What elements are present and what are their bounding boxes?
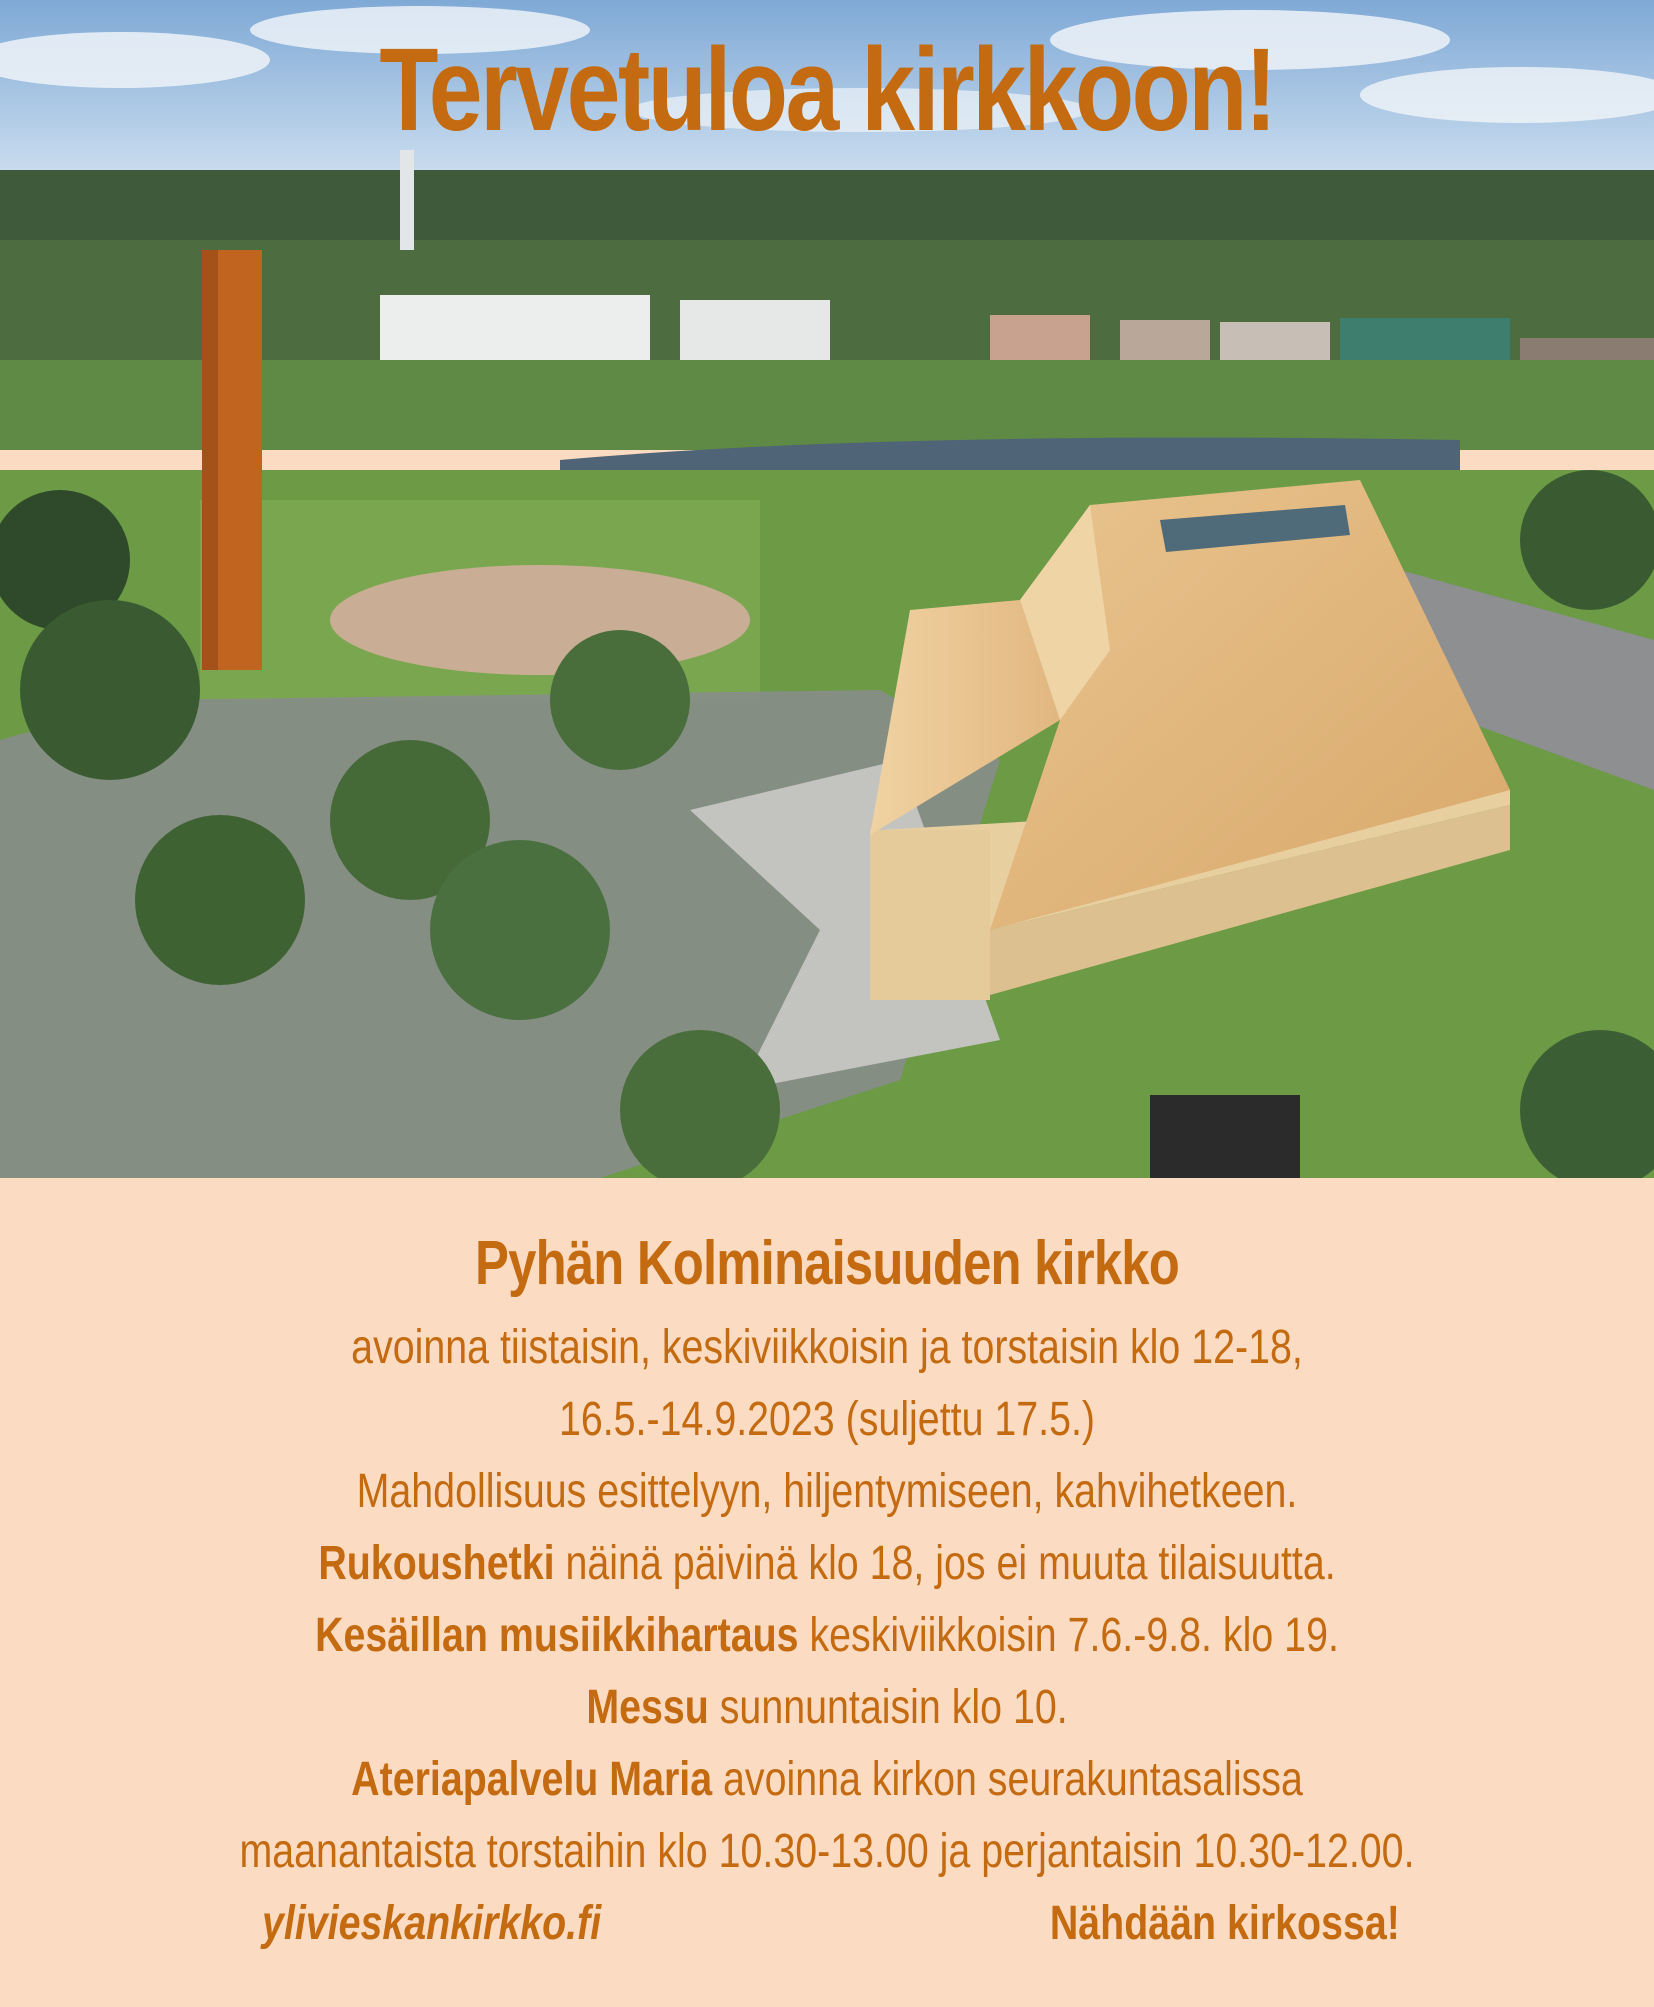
info-line [149, 1824, 1505, 1879]
info-line-bold: Rukoushetki [318, 1537, 555, 1590]
info-line-text: keskiviikkoisin 7.6.-9.8. klo 19. [798, 1609, 1339, 1662]
website-link[interactable]: ylivieskankirkko.fi [262, 1897, 602, 1950]
info-line [149, 1536, 1505, 1591]
info-line-bold: Ateriapalvelu Maria [351, 1753, 713, 1806]
info-line-bold: Messu [586, 1681, 709, 1734]
info-line-text: 16.5.-14.9.2023 (suljettu 17.5.) [558, 1393, 1096, 1446]
church-name: Pyhän Kolminaisuuden kirkko [475, 1229, 1179, 1298]
info-panel [0, 1178, 1654, 2007]
info-line [149, 1392, 1505, 1447]
info-line-text: sunnuntaisin klo 10. [708, 1681, 1068, 1734]
info-line-text: maanantaista torstaihin klo 10.30-13.00 ja perjantaisin 10.30-12.00. [239, 1825, 1415, 1878]
info-line-text: avoinna tiistaisin, keskiviikkoisin ja torstaisin klo 12-18, [351, 1321, 1303, 1374]
info-line [149, 1464, 1505, 1519]
info-line [149, 1680, 1505, 1735]
info-line-text: näinä päivinä klo 18, jos ei muuta tilaisuutta. [554, 1537, 1336, 1590]
info-line [149, 1320, 1505, 1375]
info-line-text: avoinna kirkon seurakuntasalissa [712, 1753, 1303, 1806]
info-line-bold: Kesäillan musiikkihartaus [315, 1609, 799, 1662]
headline: Tervetuloa kirkkoon! [379, 24, 1275, 156]
info-line [149, 1608, 1505, 1663]
closing-text: Nähdään kirkossa! [1049, 1897, 1400, 1950]
info-line [149, 1752, 1505, 1807]
info-line-text: Mahdollisuus esittelyyn, hiljentymiseen, kahvihetkeen. [356, 1465, 1298, 1518]
